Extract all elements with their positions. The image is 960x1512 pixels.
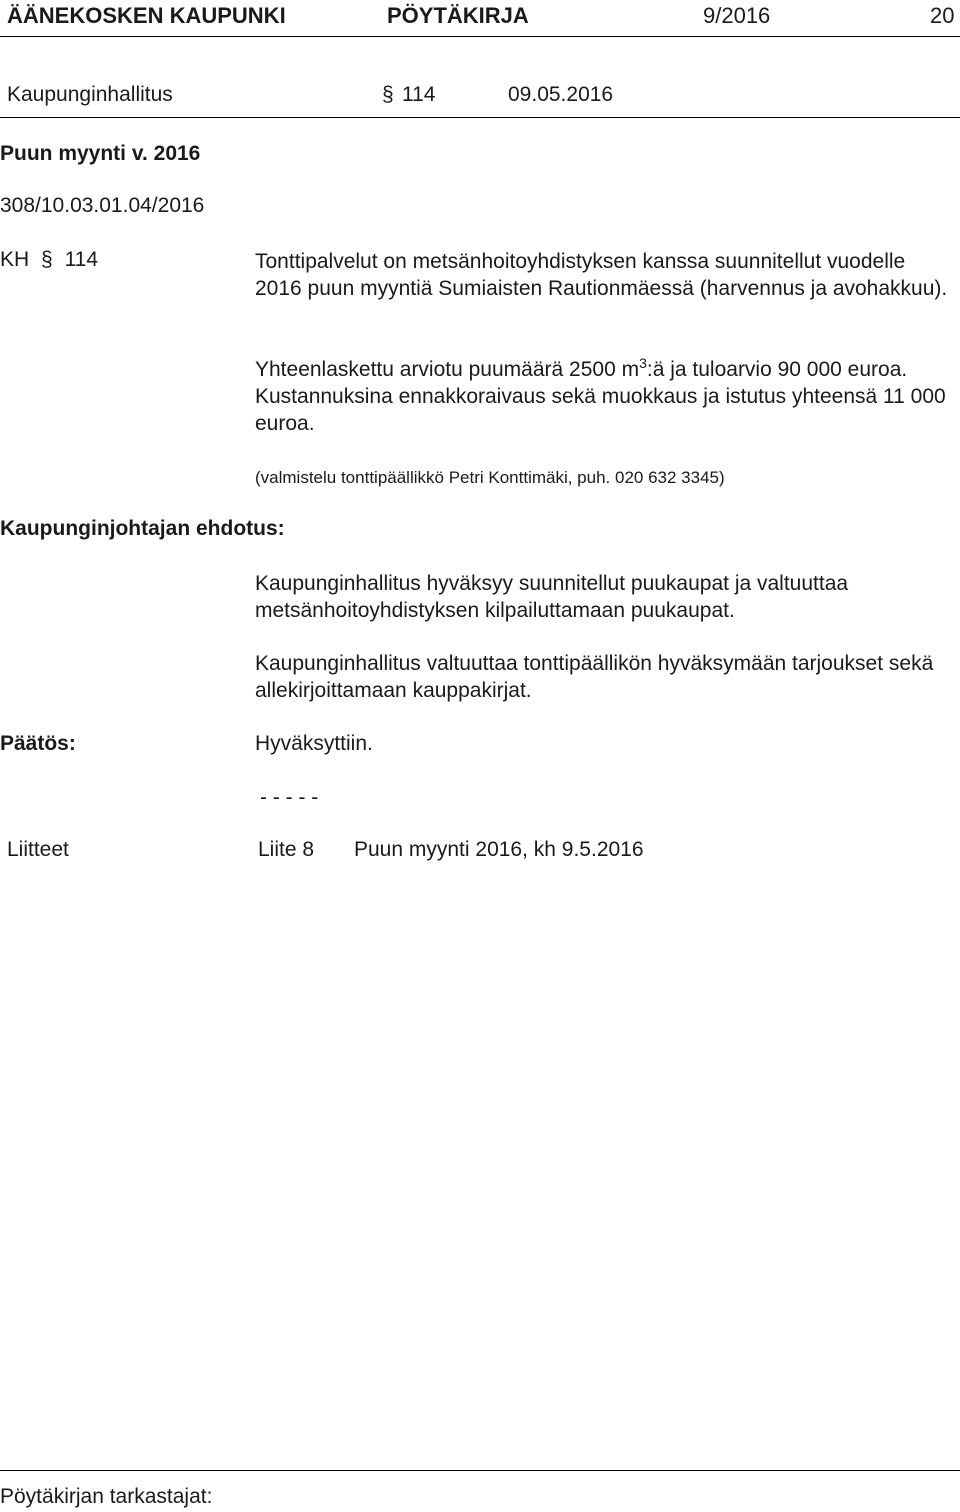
page-number: 20: [930, 3, 955, 28]
kh-paragraph-2-b: :ä ja tuloarvio 90 000 euroa. Kustannuksina ennakkoraivaus sekä muokkaus ja istutus yhteensä 11 000 euroa.: [255, 358, 946, 435]
kh-label-text: KH: [0, 248, 30, 271]
footer-label: Pöytäkirjan tarkastajat:: [0, 1485, 213, 1508]
proposal-paragraph-2: Kaupunginhallitus valtuuttaa tonttipäällikön hyväksymään tarjoukset sekä allekirjoittamaan kauppakirjat.: [255, 652, 934, 702]
section-sign: §: [382, 83, 394, 106]
attachment-title: Puun myynti 2016, kh 9.5.2016: [354, 838, 644, 861]
kh-label: [0, 248, 98, 272]
diary-number: 308/10.03.01.04/2016: [0, 194, 205, 217]
separator-dashes: - - - - -: [260, 786, 319, 809]
kh-number: 114: [64, 248, 99, 271]
doc-type: PÖYTÄKIRJA: [387, 3, 529, 28]
meeting-date: 09.05.2016: [508, 83, 614, 106]
decision-text: Hyväksyttiin.: [255, 732, 373, 755]
header-rule: [0, 36, 960, 37]
kh-paragraph-2: [255, 356, 955, 437]
preparer-note: (valmistelu tonttipäällikkö Petri Konttimäki, puh. 020 632 3345): [255, 468, 725, 487]
doc-number: 9/2016: [703, 3, 771, 28]
attachments-label: Liitteet: [7, 838, 69, 861]
attachment-ref: Liite 8: [258, 838, 315, 861]
proposal-label: Kaupunginjohtajan ehdotus:: [0, 517, 285, 540]
cubic-superscript: 3: [639, 355, 647, 371]
section-number: 114: [402, 83, 436, 106]
kh-paragraph-1: Tonttipalvelut on metsänhoitoyhdistyksen kanssa suunnitellut vuodelle 2016 puun myyntiä Sumiaisten Rautionmäessä (harvennus ja avohakkuu).: [255, 250, 948, 300]
meeting-body: Kaupunginhallitus: [7, 83, 173, 106]
kh-section-sign: §: [41, 248, 53, 271]
kh-paragraph-2-a: Yhteenlaskettu arviotu puumäärä 2500 m: [255, 358, 640, 381]
decision-label: Päätös:: [0, 732, 76, 755]
footer-rule: [0, 1470, 960, 1471]
meeting-rule: [0, 117, 960, 118]
item-title: Puun myynti v. 2016: [0, 142, 201, 165]
proposal-paragraph-1: Kaupunginhallitus hyväksyy suunnitellut puukaupat ja valtuuttaa metsänhoitoyhdistyksen kilpailuttamaan puukaupat.: [255, 572, 849, 622]
org-name: ÄÄNEKOSKEN KAUPUNKI: [7, 3, 286, 28]
